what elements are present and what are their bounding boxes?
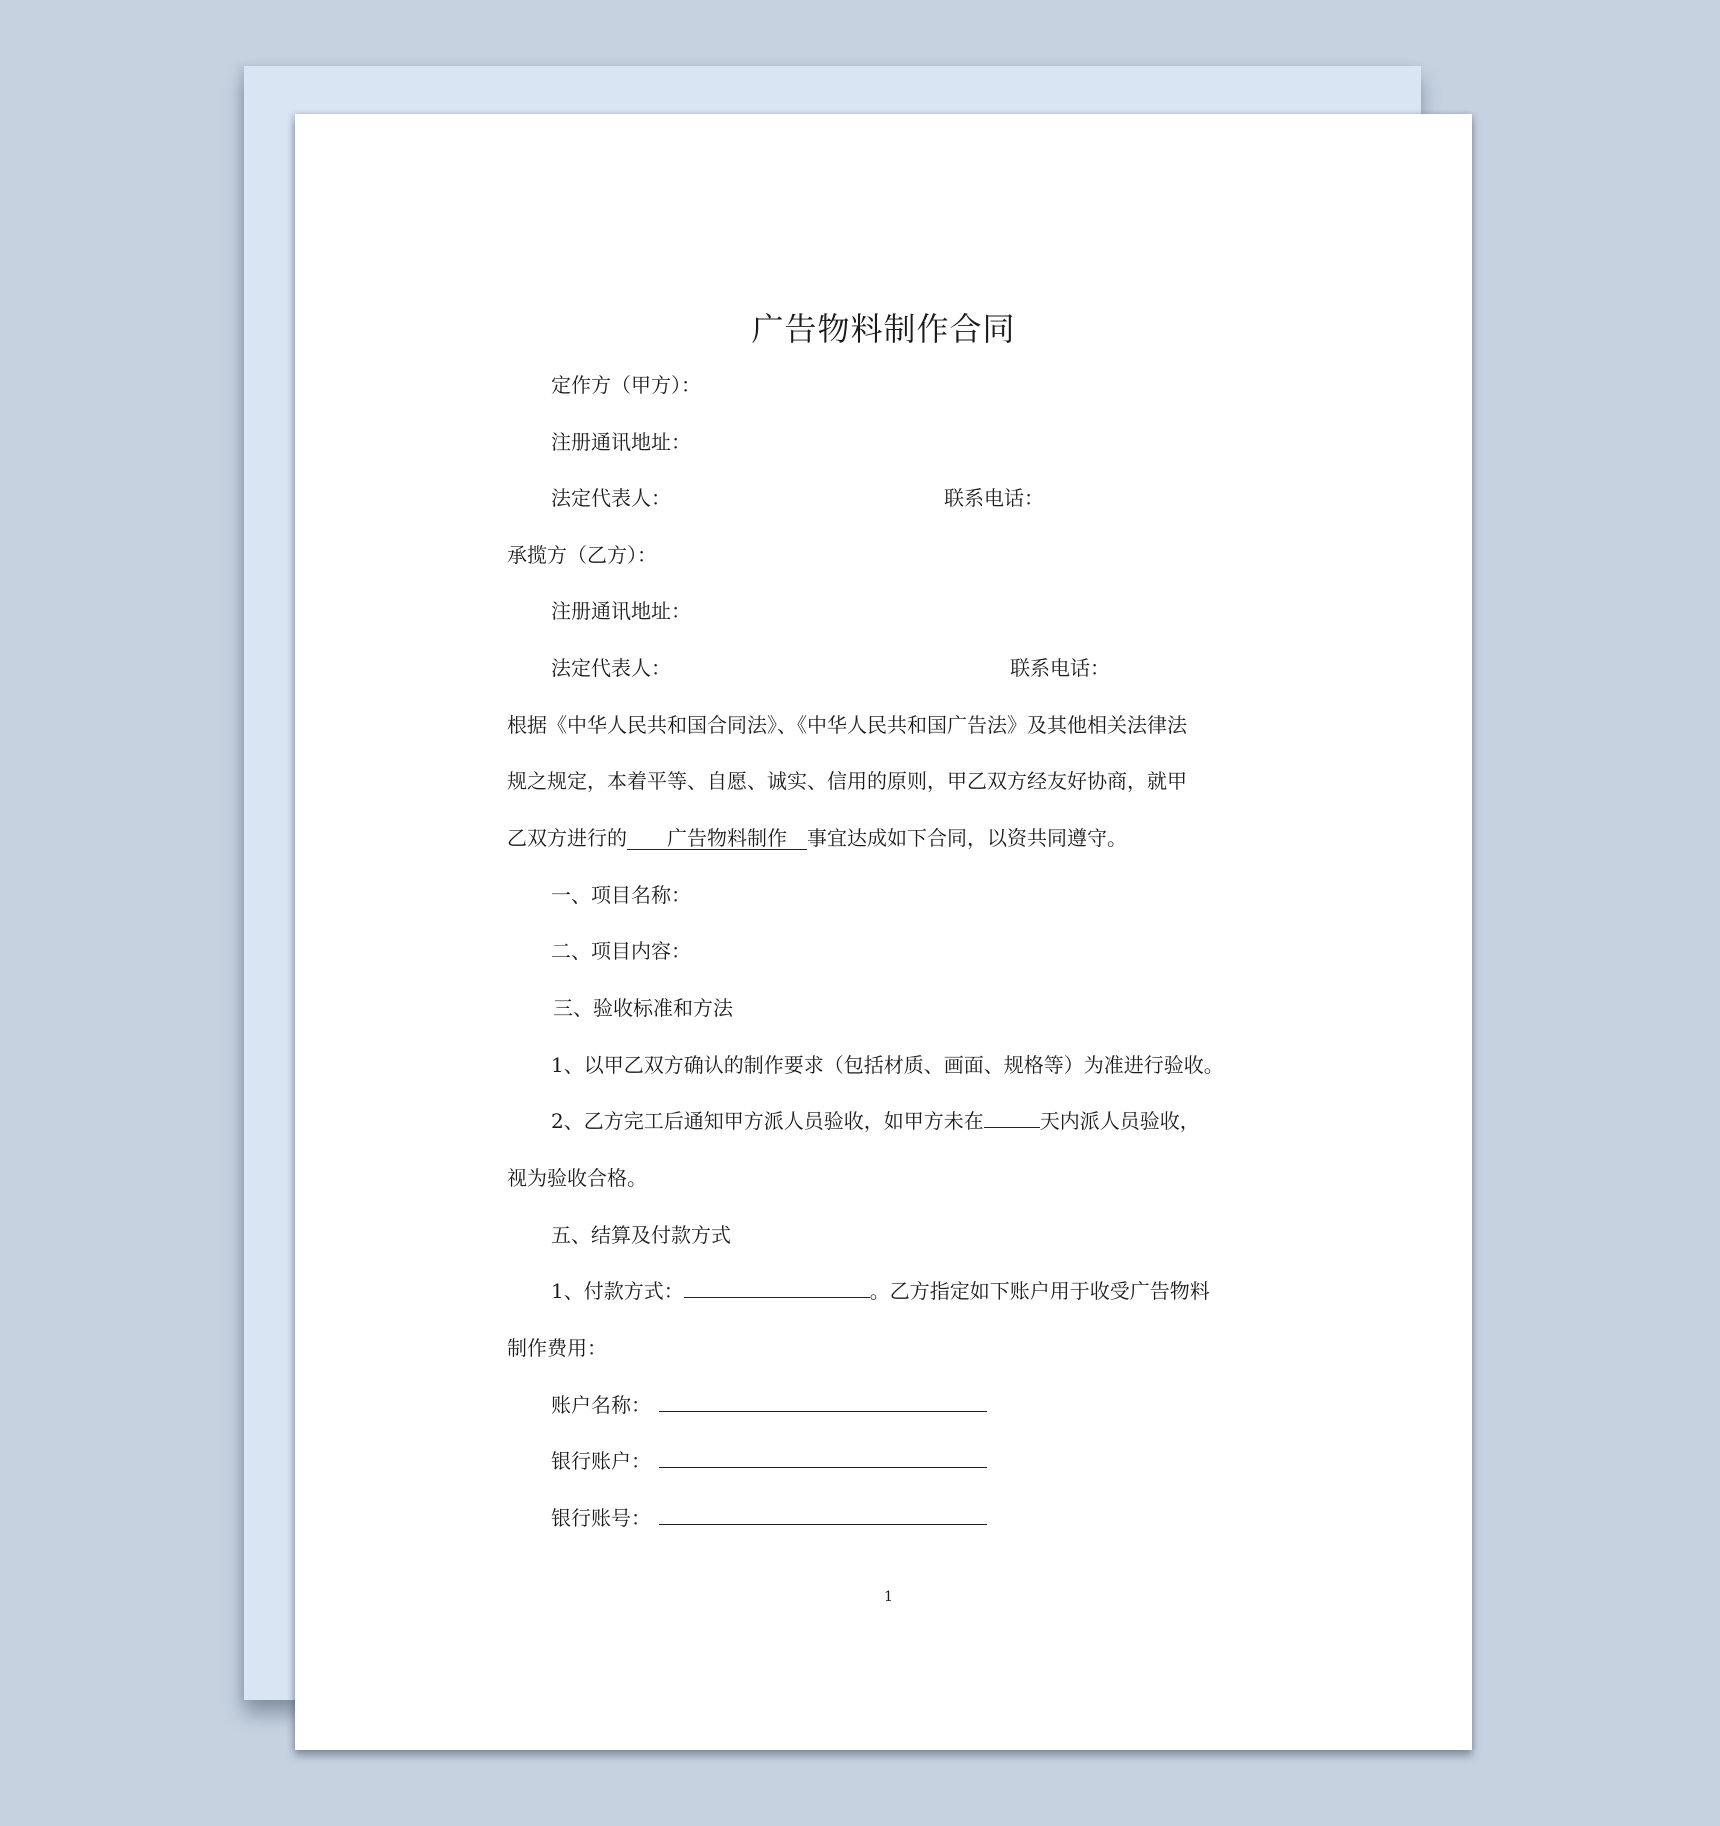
account-number-row <box>551 1504 987 1532</box>
account-name-label: 账户名称： <box>551 1393 651 1417</box>
party-b-rep-label: 法定代表人： <box>551 656 671 680</box>
party-b-heading: 承揽方（乙方）： <box>507 543 657 567</box>
account-number-blank <box>659 1504 987 1525</box>
page-number: 1 <box>884 1589 893 1605</box>
section-3-item-2-continued: 视为验收合格。 <box>507 1166 647 1190</box>
party-a-rep-label: 法定代表人： <box>551 486 671 510</box>
section-3-item-2-prefix: 2、乙方完工后通知甲方派人员验收，如甲方未在 <box>551 1109 984 1133</box>
preamble-line-2: 规之规定，本着平等、自愿、诚实、信用的原则，甲乙双方经友好协商，就甲 <box>507 769 1187 793</box>
days-blank <box>984 1107 1040 1128</box>
party-b-phone-label: 联系电话： <box>1010 656 1110 680</box>
preamble-line-3-prefix: 乙双方进行的 <box>507 826 627 850</box>
section-5-heading: 五、结算及付款方式 <box>551 1223 731 1247</box>
party-a-heading: 定作方（甲方）： <box>551 373 701 397</box>
bank-blank <box>659 1447 987 1468</box>
section-3-item-2-suffix: 天内派人员验收， <box>1039 1109 1200 1133</box>
section-5-item-1-suffix: 。乙方指定如下账户用于收受广告物料 <box>869 1279 1210 1303</box>
section-3-heading: 三、验收标准和方法 <box>553 996 733 1020</box>
section-5-item-1-continued: 制作费用： <box>507 1336 607 1360</box>
document-page <box>295 114 1472 1750</box>
party-a-phone-label: 联系电话： <box>944 486 1044 510</box>
payment-method-label: 1、付款方式： <box>551 1279 684 1303</box>
section-3-item-1: 1、以甲乙双方确认的制作要求（包括材质、画面、规格等）为准进行验收。 <box>551 1053 1224 1077</box>
party-b-address-label: 注册通讯地址： <box>551 599 691 623</box>
project-name-fill: 广告物料制作 <box>627 826 807 850</box>
preamble-line-3-suffix: 事宜达成如下合同，以资共同遵守。 <box>807 826 1127 850</box>
section-2-heading: 二、项目内容： <box>551 939 691 963</box>
party-a-address-label: 注册通讯地址： <box>551 430 691 454</box>
document-title: 广告物料制作合同 <box>751 310 1016 348</box>
account-number-label: 银行账号： <box>551 1506 651 1530</box>
bank-label: 银行账户： <box>551 1449 651 1473</box>
payment-method-blank <box>684 1277 870 1298</box>
section-5-item-1 <box>551 1277 1210 1305</box>
section-3-item-2 <box>551 1107 1200 1135</box>
bank-row <box>551 1447 987 1475</box>
account-name-blank <box>659 1391 987 1412</box>
section-1-heading: 一、项目名称： <box>551 883 691 907</box>
account-name-row <box>551 1391 987 1419</box>
preamble-line-3 <box>507 824 1127 852</box>
preamble-line-1: 根据《中华人民共和国合同法》、《中华人民共和国广告法》及其他相关法律法 <box>507 713 1187 737</box>
